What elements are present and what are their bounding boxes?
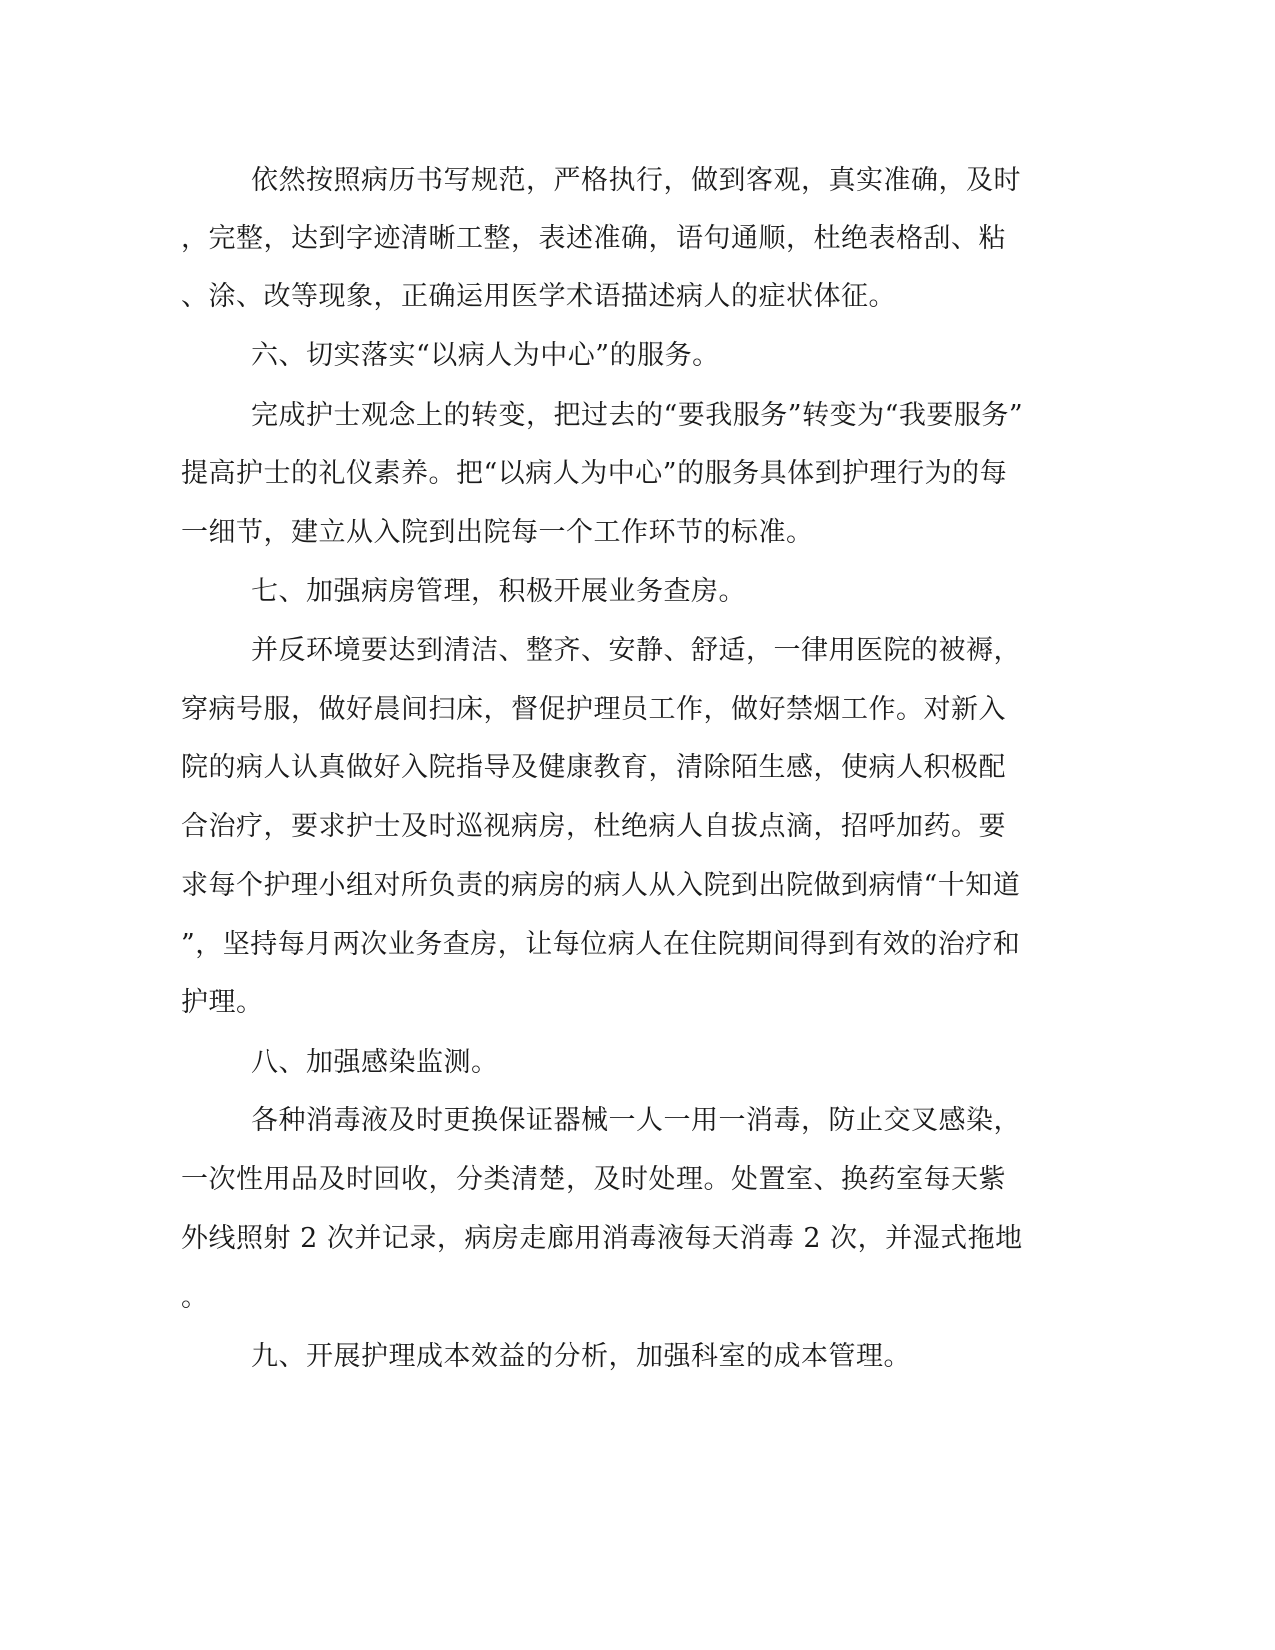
section-heading: 九、开展护理成本效益的分析，加强科室的成本管理。 — [251, 1341, 911, 1372]
section-heading: 八、加强感染监测。 — [251, 1047, 499, 1078]
paragraph-line: 一细节，建立从入院到出院每一个工作环节的标准。 — [181, 517, 814, 548]
paragraph-line: 并反环境要达到清洁、整齐、安静、舒适，一律用医院的被褥， — [251, 635, 1021, 666]
paragraph-line: 护理。 — [181, 987, 264, 1018]
paragraph-line: 求每个护理小组对所负责的病房的病人从入院到出院做到病情“十知道 — [181, 870, 1021, 901]
paragraph-line: 提高护士的礼仪素养。把“以病人为中心”的服务具体到护理行为的每 — [181, 458, 1008, 489]
section-heading: 七、加强病房管理，积极开展业务查房。 — [251, 576, 746, 607]
paragraph-line: 合治疗，要求护士及时巡视病房，杜绝病人自拔点滴，招呼加药。要 — [181, 811, 1006, 842]
paragraph-line: 依然按照病历书写规范，严格执行，做到客观，真实准确，及时 — [251, 165, 1021, 196]
paragraph-line: 院的病人认真做好入院指导及健康教育，清除陌生感，使病人积极配 — [181, 752, 1006, 783]
section-heading: 六、切实落实“以病人为中心”的服务。 — [251, 340, 720, 371]
paragraph-line: 一次性用品及时回收，分类清楚，及时处理。处置室、换药室每天紫 — [181, 1164, 1006, 1195]
paragraph-line: 。 — [181, 1282, 209, 1313]
paragraph-line: 外线照射 2 次并记录，病房走廊用消毒液每天消毒 2 次，并湿式拖地 — [181, 1223, 1023, 1254]
paragraph-line: 各种消毒液及时更换保证器械一人一用一消毒，防止交叉感染， — [251, 1105, 1021, 1136]
paragraph-line: ，完整，达到字迹清晰工整，表述准确，语句通顺，杜绝表格刮、粘 — [181, 223, 1006, 254]
paragraph-line: 、涂、改等现象，正确运用医学术语描述病人的症状体征。 — [181, 281, 896, 312]
paragraph-line: 完成护士观念上的转变，把过去的“要我服务”转变为“我要服务” — [251, 400, 1024, 431]
paragraph-line: 穿病号服，做好晨间扫床，督促护理员工作，做好禁烟工作。对新入 — [181, 694, 1006, 725]
paragraph-line: ”，坚持每月两次业务查房，让每位病人在住院期间得到有效的治疗和 — [181, 929, 1021, 960]
